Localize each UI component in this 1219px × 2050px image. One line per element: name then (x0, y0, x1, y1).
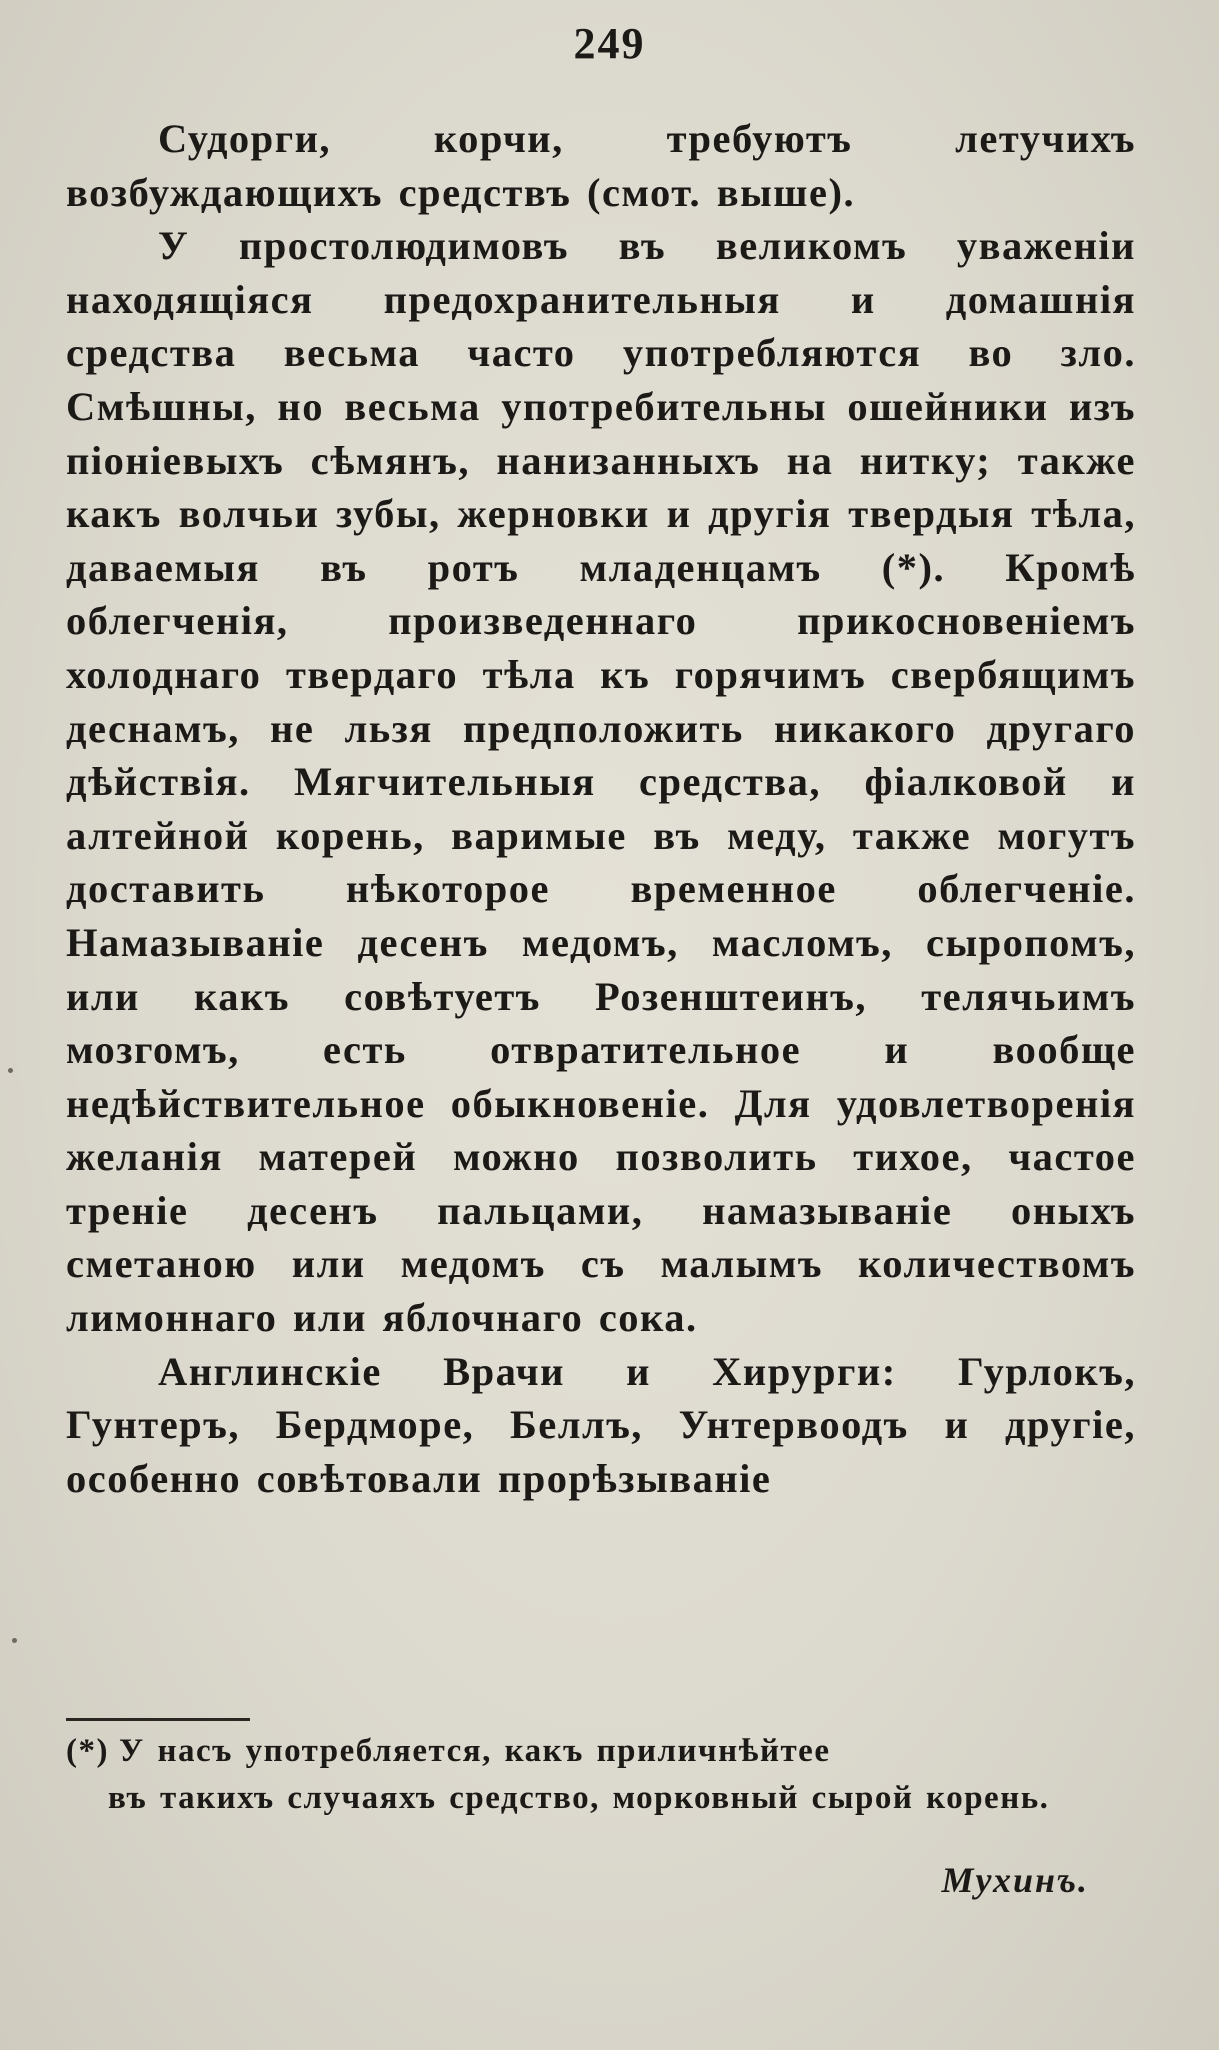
footnote-divider (66, 1718, 250, 1721)
footnote-text-first: У насъ употребляется, какъ приличнѣйтее (118, 1733, 831, 1769)
footnote-marker: (*) (66, 1733, 109, 1769)
footnote-signature: Мухинъ. (941, 1860, 1089, 1900)
page-number: 249 (573, 19, 646, 68)
paragraph-2: У простолюдимовъ въ великомъ уваженіи находящіяся предохранительныя и домашнія средства весьма часто употребляются во зло. Смѣшны, но весьма употребительны ошейники изъ піоніевыхъ сѣмянъ, нанизанныхъ на нитку; также какъ волчьи зубы, жерновки и другія твердыя тѣла, даваемыя въ ротъ младенцамъ (*). Кромѣ облегченія, произведеннаго прикосновеніемъ холоднаго твердаго тѣла къ горячимъ свербящимъ деснамъ, не льзя предположить никакого другаго дѣйствія. Мягчительныя средства, фіалковой и алтейной корень, варимые въ меду, также могутъ доставить нѣкоторое временное облегченіе. Намазываніе десенъ медомъ, масломъ, сыропомъ, или какъ совѣтуетъ Розенштеинъ, телячьимъ мозгомъ, есть отвратительное и вообще недѣйствительное обыкновеніе. Для удовлетворенія желанія матерей можно позволить тихое, частое треніе десенъ пальцами, намазываніе оныхъ сметаною или медомъ съ малымъ количествомъ лимоннаго или яблочнаго сока. (66, 223, 1136, 1341)
paragraph-1: Судорги, корчи, требуютъ летучихъ возбуждающихъ средствъ (смот. выше). (66, 116, 1136, 215)
paragraph-3: Англинскіе Врачи и Хирурги: Гурлокъ, Гунтеръ, Бердморе, Беллъ, Унтервоодъ и другіе, особенно совѣтовали прорѣзываніе (66, 1348, 1136, 1501)
paper-speck (12, 1638, 17, 1643)
footnote (66, 1728, 1128, 1822)
body-text (66, 112, 1136, 1505)
paper-speck (8, 1068, 13, 1073)
footnote-text-rest: въ такихъ случаяхъ средство, морковный сырой корень. (108, 1780, 1050, 1816)
